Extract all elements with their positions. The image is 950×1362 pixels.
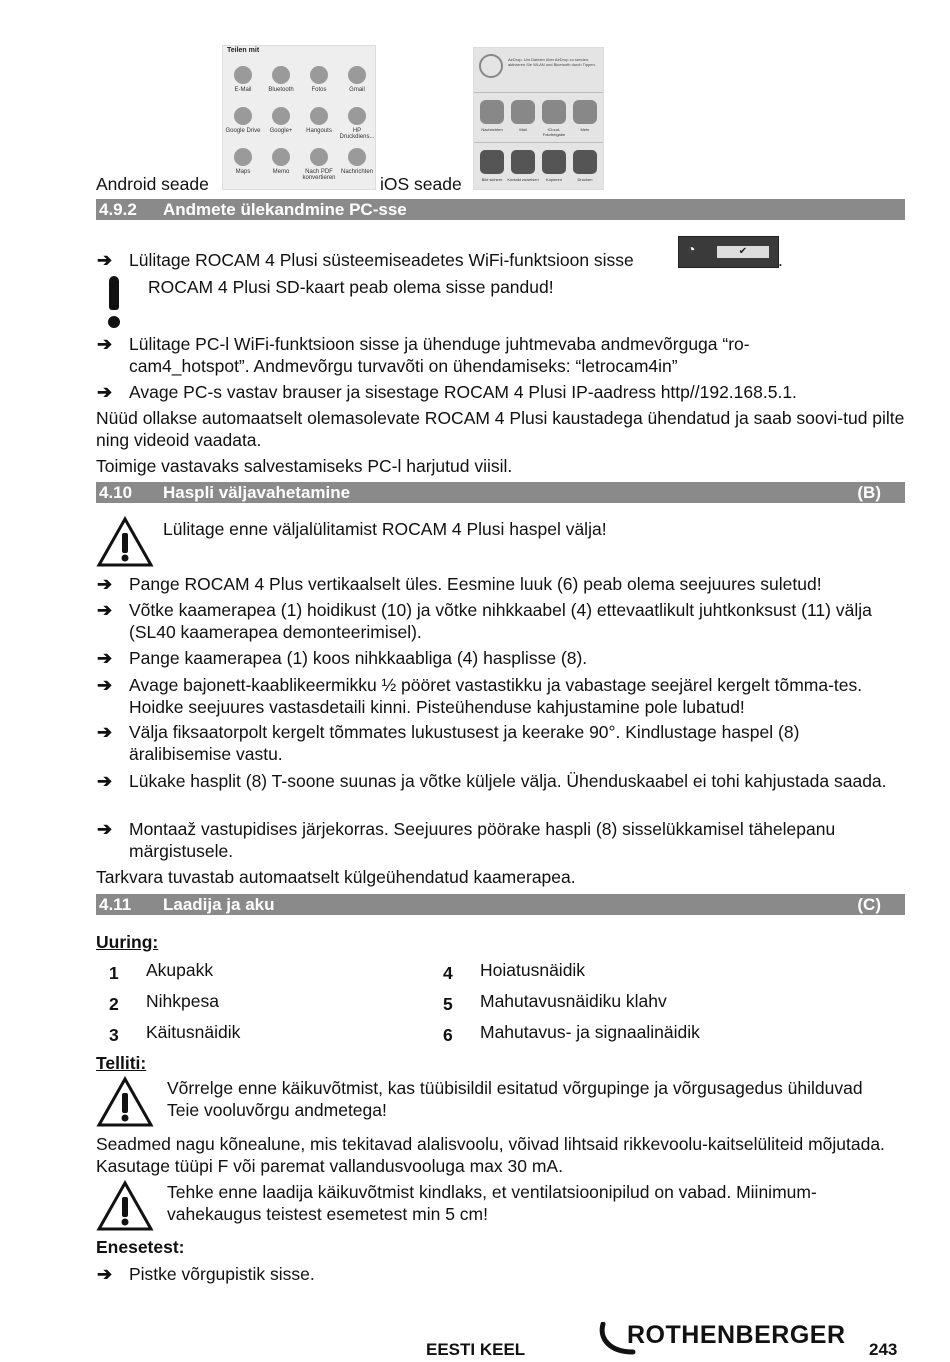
legend-number: 1 [109,963,119,983]
step-reassemble: Montaaž vastupidises järjekorras. Seejuures pöörake haspli (8) sisselükkamisel tähelepanu märgistusele. [129,819,836,861]
android-share-header: Teilen mit [227,47,260,54]
ios-share-icon [573,150,597,174]
android-share-screenshot [222,45,376,190]
legend-number: 5 [443,994,453,1014]
warning-ventilation-text: Tehke enne laadija käikuvõtmist kindlaks, et ventilatsioonipilud on vabad. Miinimum-vahekaugus teistest esemetest min 5 cm! [167,1182,817,1224]
share-app-icon [234,107,252,125]
arrow-icon: ➔ [97,771,113,791]
arrow-icon: ➔ [97,574,113,594]
section-title: Laadija ja aku [163,895,275,914]
share-app-label: HP Druckdiens... [339,128,375,140]
legend-text: Hoiatusnäidik [480,960,586,980]
footer-page-number: 243 [869,1340,898,1359]
footer-language: EESTI KEEL [426,1340,526,1359]
ios-caption: iOS seade [380,174,462,194]
section-number: 4.11 [99,895,132,914]
paragraph-connected: Nüüd ollakse automaatselt olemasolevate ROCAM 4 Plusi kaustadega ühendatud ja saab soovi-tud pilte ning videoid vaadata. [96,408,905,450]
arrow-icon: ➔ [97,382,113,402]
ios-share-icon [511,150,535,174]
warning-icon [96,1076,154,1128]
warning-icon [96,1180,154,1232]
warning-icon [96,516,154,568]
legend-number: 4 [443,963,453,983]
share-app-label: Memo [272,169,290,175]
toggle-on-icon: ✔ [717,246,769,258]
ios-divider [474,92,603,93]
step-plug-in: Pistke võrgupistik sisse. [129,1264,315,1284]
paragraph-detect: Tarkvara tuvastab automaatselt külgeühendatud kaamerapea. [96,867,576,887]
step-vertical: Pange ROCAM 4 Plus vertikaalselt üles. Eesmine luuk (6) peab olema seejuures suletud! [129,574,822,594]
share-app-icon [234,66,252,84]
ios-share-icon [480,100,504,124]
subheading-telliti: Telliti: [96,1053,147,1073]
arrow-icon: ➔ [97,334,113,354]
share-app-label: Hangouts [306,128,332,134]
section-heading-4-11 [96,894,905,915]
legend-text: Mahutavusnäidiku klahv [480,991,667,1011]
legend-number: 2 [109,994,119,1014]
legend-text: Akupakk [146,960,214,980]
share-app-icon [348,148,366,166]
share-app-label: E-Mail [234,87,252,93]
share-app-label: Fotos [311,87,327,93]
section-heading-4-9-2 [96,199,905,220]
step-bayonet: Avage bajonett-kaablikeermikku ½ pööret vastastikku ja vabastage seejärel kergelt tõmma-tes. Hoidke seejuures vastasdetaili kinni. Pisteühenduse kahjustamine pole lubatud! [129,675,863,717]
warning-voltage-text: Võrrelge enne käikuvõtmist, kas tüübisildil esitatud võrgupinge ja võrgusagedus ühilduvad Teie vooluvõrgu andmetega! [167,1078,863,1120]
share-app-label: Bluetooth [268,87,294,93]
ios-share-label: Nachrichten [481,127,503,132]
ios-share-label: Bild sichern [481,177,503,182]
share-app-label: Google Drive [225,128,261,134]
ios-share-label: Kopieren [545,177,562,182]
ios-share-icon [542,100,566,124]
legend-text: Mahutavus- ja signaalinäidik [480,1022,700,1042]
section-title: Andmete ülekandmine PC-sse [163,200,407,219]
ios-share-label: iCloud-Fotofreigabe [542,127,566,137]
airdrop-text: AirDrop. Um Dateien über AirDrop zu senden, aktivieren Sie WLAN und Bluetooth durch Tippen. [508,57,596,67]
legend-text: Nihkpesa [146,991,219,1011]
section-number: 4.10 [99,483,133,502]
section-letter: (B) [857,483,881,502]
section-number: 4.9.2 [99,200,137,219]
share-app-label: Nachrichten [340,169,373,175]
ios-share-icon [542,150,566,174]
share-app-label: Google+ [269,128,293,134]
arrow-icon: ➔ [97,1264,113,1284]
section-title: Haspli väljavahetamine [163,483,351,502]
ios-divider-2 [474,142,603,143]
wifi-toggle-image [678,236,779,268]
warning-text: Lülitage enne väljalülitamist ROCAM 4 Plusi haspel välja! [163,519,607,539]
airdrop-icon [479,54,503,78]
arrow-icon: ➔ [97,819,113,839]
step-insert-camera: Pange kaamerapea (1) koos nihkkaabliga (4) hasplisse (8). [129,648,588,668]
subheading-enesetest: Enesetest: [96,1237,185,1257]
footer-brand-logo: ROTHENBERGER [627,1321,846,1349]
ios-share-label: Drucken [577,177,593,182]
section-heading-4-10 [96,482,905,503]
ios-share-label: Mehr [580,127,590,132]
step-slide-reel: Lükake hasplit (8) T-soone suunas ja võtke küljele välja. Ühenduskaabel ei tohi kahjustada saada. [129,771,887,791]
arrow-icon: ➔ [97,600,113,620]
step-end-period: . [778,250,783,270]
share-app-icon [310,148,328,166]
step-lock-pin: Välja fiksaatorpolt kergelt tõmmates lukustusest ja keerake 90°. Kindlustage haspel (8) äralibisemise vastu. [129,722,800,764]
share-app-icon [348,66,366,84]
step-remove-camera: Võtke kaamerapea (1) hoidikust (10) ja võtke nihkkaabel (4) ettevaatlikult juhtkonksust (11) välja (SL40 kaamerapea demonteerimisel). [129,600,872,642]
arrow-icon: ➔ [97,722,113,742]
ios-share-label: Kontakt zuweisen [507,177,539,182]
share-app-icon [348,107,366,125]
note-sd-card: ROCAM 4 Plusi SD-kaart peab olema sisse pandud! [148,277,554,297]
step-open-browser: Avage PC-s vastav brauser ja sisestage ROCAM 4 Plusi IP-aadress http//192.168.5.1. [129,382,797,402]
exclamation-icon [107,276,121,328]
arrow-icon: ➔ [97,648,113,668]
share-app-label: Nach PDF konvertieren [302,169,336,181]
share-app-icon [234,148,252,166]
share-app-icon [272,107,290,125]
wifi-icon: ◔ [687,241,696,257]
legend-number: 6 [443,1025,453,1045]
ios-share-icon [480,150,504,174]
arrow-icon: ➔ [97,250,113,270]
section-letter: (C) [857,895,881,914]
share-app-icon [310,107,328,125]
ios-share-label: Mail [519,127,527,132]
legend-number: 3 [109,1025,119,1045]
share-app-label: Gmail [349,87,365,93]
share-app-icon [310,66,328,84]
share-app-icon [272,66,290,84]
step-enable-wifi [129,249,634,271]
share-app-icon [272,148,290,166]
arrow-icon: ➔ [97,675,113,695]
ios-share-icon [573,100,597,124]
step-text: Lülitage ROCAM 4 Plusi süsteemiseadetes WiFi-funktsioon sisse [129,250,634,270]
ios-share-screenshot [473,47,604,190]
legend-text: Käitusnäidik [146,1022,241,1042]
paragraph-save: Toimige vastavaks salvestamiseks PC-l harjutud viisil. [96,456,513,476]
step-connect-pc: Lülitage PC-l WiFi-funktsioon sisse ja ühenduge juhtmevaba andmevõrguga “ro-cam4_hotspot”. Andmevõrgu turvavõti on ühendamiseks: “letrocam4in” [129,334,750,376]
paragraph-rcd: Seadmed nagu kõnealune, mis tekitavad alalisvoolu, võivad lihtsaid rikkevoolu-kaitselüliteid mõjutada. Kasutage tüüpi F või paremat vallandusvooluga max 30 mA. [96,1134,885,1176]
android-caption: Android seade [96,174,209,194]
subheading-uuring: Uuring: [96,932,159,952]
ios-share-icon [511,100,535,124]
share-app-label: Maps [235,169,251,175]
